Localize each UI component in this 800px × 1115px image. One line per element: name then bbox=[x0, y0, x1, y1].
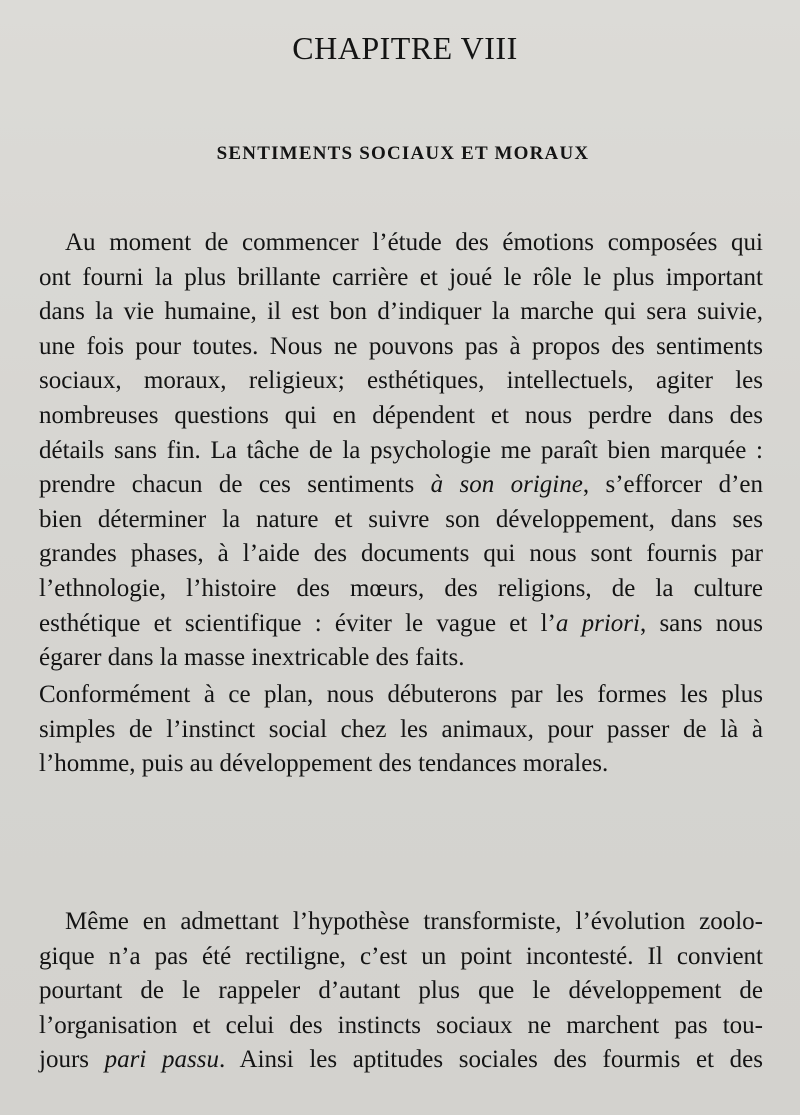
text-line: pourtant de le rappeler d’autant plus que le développement de bbox=[39, 977, 763, 1005]
italic-phrase: a priori bbox=[555, 609, 640, 637]
italic-phrase: pari passu bbox=[104, 1046, 219, 1074]
text-line: dans la vie humaine, il est bon d’indiquer la marche qui sera suivie, bbox=[39, 298, 763, 326]
text-line: sociaux, moraux, religieux; esthétiques, intellectuels, agiter les bbox=[39, 367, 763, 395]
text-line: jours pari passu. Ainsi les aptitudes sociales des fourmis et des bbox=[39, 1046, 763, 1074]
text-line: l’ethnologie, l’histoire des mœurs, des religions, de la culture bbox=[39, 574, 763, 602]
text-line: nombreuses questions qui en dépendent et nous perdre dans des bbox=[39, 401, 763, 429]
text-line: bien déterminer la nature et suivre son développement, dans ses bbox=[39, 505, 763, 533]
text-line: l’organisation et celui des instincts sociaux ne marchent pas tou- bbox=[39, 1011, 763, 1039]
text-line: une fois pour toutes. Nous ne pouvons pas à propos des sentiments bbox=[39, 332, 763, 360]
text-line: prendre chacun de ces sentiments à son origine, s’efforcer d’en bbox=[39, 471, 763, 499]
paragraph-3 bbox=[39, 905, 763, 1078]
text-line: Au moment de commencer l’étude des émotions composées qui bbox=[65, 229, 763, 256]
text-line: esthétique et scientifique : éviter le vague et l’a priori, sans nous bbox=[39, 609, 763, 637]
text-line: ont fourni la plus brillante carrière et joué le rôle le plus important bbox=[39, 263, 763, 291]
italic-phrase: à son origine bbox=[430, 471, 583, 499]
paragraph-1 bbox=[39, 226, 763, 676]
text-line: l’homme, puis au développement des tendances morales. bbox=[39, 750, 609, 778]
text-line: simples de l’instinct social chez les animaux, pour passer de là à bbox=[39, 715, 763, 743]
paragraph-2 bbox=[39, 678, 763, 782]
text-line: grandes phases, à l’aide des documents qui nous sont fournis par bbox=[39, 540, 763, 568]
text-line: gique n’a pas été rectiligne, c’est un point incontesté. Il convient bbox=[39, 942, 763, 970]
text-line: Même en admettant l’hypothèse transformiste, l’évolution zoolo- bbox=[65, 908, 763, 935]
text-line: Conformément à ce plan, nous débuterons par les formes les plus bbox=[39, 681, 763, 708]
text-line: détails sans fin. La tâche de la psychologie me paraît bien marquée : bbox=[39, 436, 763, 464]
chapter-title: CHAPITRE VIII bbox=[292, 30, 518, 66]
text-line: égarer dans la masse inextricable des faits. bbox=[39, 644, 465, 672]
section-title: SENTIMENTS SOCIAUX ET MORAUX bbox=[216, 143, 590, 164]
